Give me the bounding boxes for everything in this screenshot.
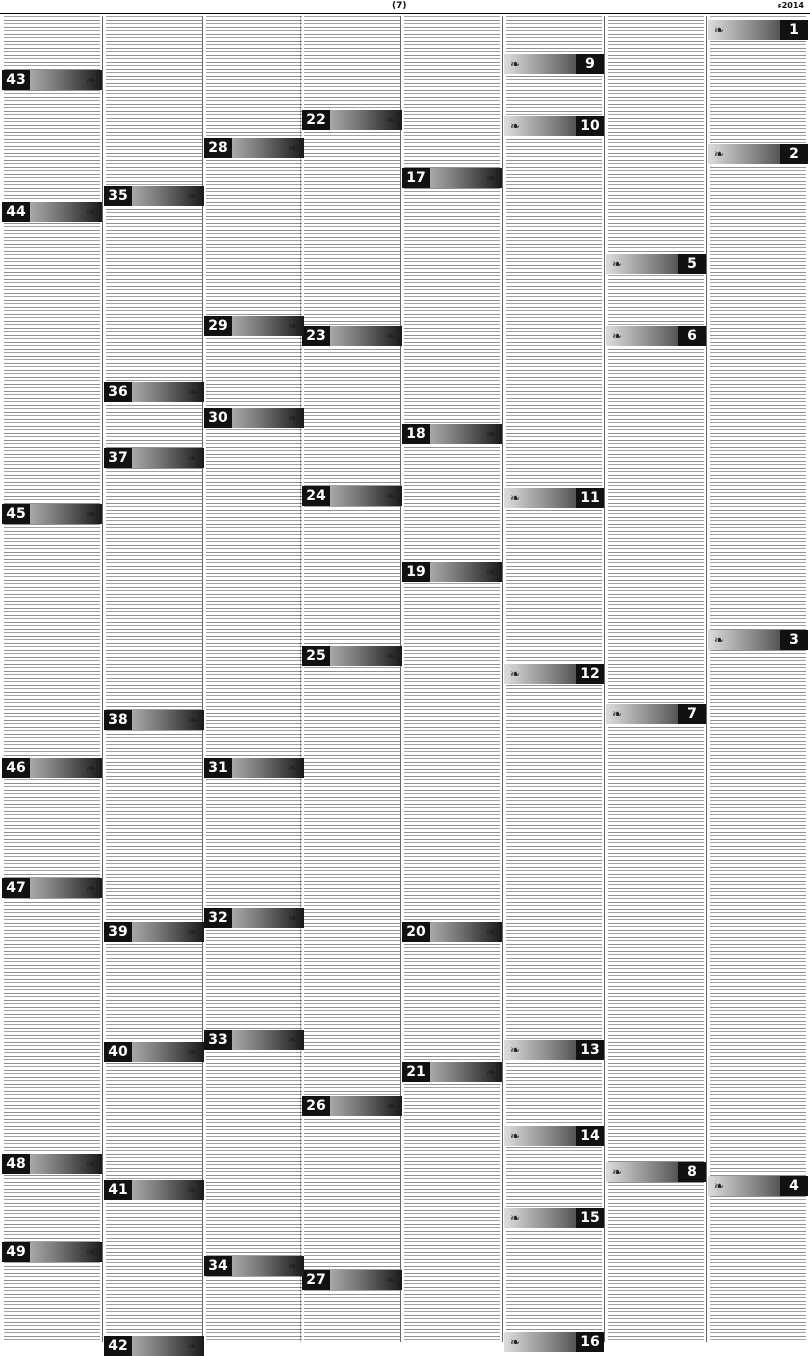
item-header-29 — [204, 316, 304, 336]
item-number: 32 — [204, 908, 232, 928]
item-header-14 — [504, 1126, 604, 1146]
item-header-40 — [104, 1042, 204, 1062]
leaf-ornament-icon: ❧ — [485, 171, 497, 185]
item-number: 24 — [302, 486, 330, 506]
item-number: 45 — [2, 504, 30, 524]
page-header — [0, 0, 810, 14]
item-header-18 — [402, 424, 502, 444]
leaf-ornament-icon: ❧ — [187, 451, 199, 465]
column-text — [106, 16, 202, 1342]
item-number: 25 — [302, 646, 330, 666]
item-header-11 — [504, 488, 604, 508]
item-header-30 — [204, 408, 304, 428]
column-2 — [606, 16, 706, 1342]
leaf-ornament-icon: ❧ — [187, 1045, 199, 1059]
item-number: 22 — [302, 110, 330, 130]
leaf-ornament-icon: ❧ — [85, 1157, 97, 1171]
leaf-ornament-icon: ❧ — [187, 385, 199, 399]
item-header-12 — [504, 664, 604, 684]
leaf-ornament-icon: ❧ — [509, 1129, 521, 1143]
column-text — [206, 16, 302, 1342]
item-number: 10 — [576, 116, 604, 136]
item-number: 7 — [678, 704, 706, 724]
item-number: 33 — [204, 1030, 232, 1050]
leaf-ornament-icon: ❧ — [509, 119, 521, 133]
item-number: 12 — [576, 664, 604, 684]
item-header-10 — [504, 116, 604, 136]
item-number: 29 — [204, 316, 232, 336]
leaf-ornament-icon: ❧ — [385, 113, 397, 127]
item-header-15 — [504, 1208, 604, 1228]
leaf-ornament-icon: ❧ — [287, 141, 299, 155]
column-rule — [502, 16, 503, 1342]
leaf-ornament-icon: ❧ — [287, 1033, 299, 1047]
item-number: 19 — [402, 562, 430, 582]
leaf-ornament-icon: ❧ — [509, 491, 521, 505]
column-rule — [706, 16, 707, 1342]
item-header-7 — [606, 704, 706, 724]
item-number: 6 — [678, 326, 706, 346]
item-number: 4 — [780, 1176, 808, 1196]
item-number: 48 — [2, 1154, 30, 1174]
leaf-ornament-icon: ❧ — [713, 147, 725, 161]
item-header-41 — [104, 1180, 204, 1200]
leaf-ornament-icon: ❧ — [485, 1065, 497, 1079]
leaf-ornament-icon: ❧ — [713, 633, 725, 647]
item-header-6 — [606, 326, 706, 346]
leaf-ornament-icon: ❧ — [509, 1043, 521, 1057]
item-number: 47 — [2, 878, 30, 898]
leaf-ornament-icon: ❧ — [611, 329, 623, 343]
item-number: 40 — [104, 1042, 132, 1062]
item-header-16 — [504, 1332, 604, 1352]
leaf-ornament-icon: ❧ — [385, 489, 397, 503]
item-header-46 — [2, 758, 102, 778]
item-number: 35 — [104, 186, 132, 206]
item-header-3 — [708, 630, 808, 650]
item-header-42 — [104, 1336, 204, 1356]
item-header-17 — [402, 168, 502, 188]
item-header-1 — [708, 20, 808, 40]
leaf-ornament-icon: ❧ — [385, 329, 397, 343]
item-header-33 — [204, 1030, 304, 1050]
leaf-ornament-icon: ❧ — [385, 1273, 397, 1287]
item-header-27 — [302, 1270, 402, 1290]
item-header-28 — [204, 138, 304, 158]
column-text — [304, 16, 400, 1342]
leaf-ornament-icon: ❧ — [85, 73, 97, 87]
item-number: 11 — [576, 488, 604, 508]
item-number: 38 — [104, 710, 132, 730]
item-header-5 — [606, 254, 706, 274]
item-header-44 — [2, 202, 102, 222]
item-number: 31 — [204, 758, 232, 778]
item-header-26 — [302, 1096, 402, 1116]
page-number: (7) — [392, 1, 407, 11]
leaf-ornament-icon: ❧ — [611, 707, 623, 721]
leaf-ornament-icon: ❧ — [611, 1165, 623, 1179]
column-text — [710, 16, 806, 1342]
leaf-ornament-icon: ❧ — [509, 1335, 521, 1349]
item-number: 41 — [104, 1180, 132, 1200]
date-line: 2014ء — [777, 1, 804, 10]
item-header-37 — [104, 448, 204, 468]
item-number: 13 — [576, 1040, 604, 1060]
leaf-ornament-icon: ❧ — [187, 1183, 199, 1197]
item-number: 27 — [302, 1270, 330, 1290]
leaf-ornament-icon: ❧ — [287, 319, 299, 333]
item-header-19 — [402, 562, 502, 582]
column-rule — [604, 16, 605, 1342]
item-header-38 — [104, 710, 204, 730]
leaf-ornament-icon: ❧ — [187, 189, 199, 203]
item-header-23 — [302, 326, 402, 346]
item-header-13 — [504, 1040, 604, 1060]
item-number: 2 — [780, 144, 808, 164]
item-header-36 — [104, 382, 204, 402]
item-number: 46 — [2, 758, 30, 778]
leaf-ornament-icon: ❧ — [187, 713, 199, 727]
column-text — [404, 16, 500, 1342]
leaf-ornament-icon: ❧ — [385, 649, 397, 663]
item-header-2 — [708, 144, 808, 164]
item-number: 15 — [576, 1208, 604, 1228]
item-number: 42 — [104, 1336, 132, 1356]
item-number: 1 — [780, 20, 808, 40]
item-header-49 — [2, 1242, 102, 1262]
leaf-ornament-icon: ❧ — [611, 257, 623, 271]
leaf-ornament-icon: ❧ — [485, 565, 497, 579]
item-number: 30 — [204, 408, 232, 428]
item-number: 9 — [576, 54, 604, 74]
leaf-ornament-icon: ❧ — [287, 411, 299, 425]
item-header-48 — [2, 1154, 102, 1174]
item-number: 34 — [204, 1256, 232, 1276]
leaf-ornament-icon: ❧ — [287, 761, 299, 775]
item-number: 18 — [402, 424, 430, 444]
leaf-ornament-icon: ❧ — [509, 1211, 521, 1225]
leaf-ornament-icon: ❧ — [485, 427, 497, 441]
leaf-ornament-icon: ❧ — [509, 667, 521, 681]
item-number: 5 — [678, 254, 706, 274]
column-text — [608, 16, 704, 1342]
item-header-43 — [2, 70, 102, 90]
item-number: 43 — [2, 70, 30, 90]
column-5 — [302, 16, 402, 1342]
item-number: 17 — [402, 168, 430, 188]
leaf-ornament-icon: ❧ — [509, 57, 521, 71]
leaf-ornament-icon: ❧ — [85, 205, 97, 219]
item-number: 16 — [576, 1332, 604, 1352]
item-header-22 — [302, 110, 402, 130]
item-header-31 — [204, 758, 304, 778]
item-number: 20 — [402, 922, 430, 942]
item-header-25 — [302, 646, 402, 666]
column-1 — [708, 16, 808, 1342]
leaf-ornament-icon: ❧ — [287, 1259, 299, 1273]
item-number: 21 — [402, 1062, 430, 1082]
item-header-35 — [104, 186, 204, 206]
item-number: 36 — [104, 382, 132, 402]
item-number: 37 — [104, 448, 132, 468]
item-number: 8 — [678, 1162, 706, 1182]
item-number: 26 — [302, 1096, 330, 1116]
item-header-4 — [708, 1176, 808, 1196]
item-header-20 — [402, 922, 502, 942]
column-6 — [204, 16, 304, 1342]
item-number: 28 — [204, 138, 232, 158]
leaf-ornament-icon: ❧ — [85, 761, 97, 775]
item-number: 14 — [576, 1126, 604, 1146]
leaf-ornament-icon: ❧ — [85, 881, 97, 895]
item-header-34 — [204, 1256, 304, 1276]
leaf-ornament-icon: ❧ — [713, 23, 725, 37]
leaf-ornament-icon: ❧ — [187, 1339, 199, 1353]
leaf-ornament-icon: ❧ — [187, 925, 199, 939]
leaf-ornament-icon: ❧ — [713, 1179, 725, 1193]
leaf-ornament-icon: ❧ — [85, 507, 97, 521]
column-rule — [102, 16, 103, 1342]
column-4 — [402, 16, 502, 1342]
leaf-ornament-icon: ❧ — [485, 925, 497, 939]
item-number: 39 — [104, 922, 132, 942]
item-number: 23 — [302, 326, 330, 346]
column-7 — [104, 16, 204, 1342]
item-number: 49 — [2, 1242, 30, 1262]
item-number: 44 — [2, 202, 30, 222]
item-header-24 — [302, 486, 402, 506]
item-header-21 — [402, 1062, 502, 1082]
item-header-45 — [2, 504, 102, 524]
leaf-ornament-icon: ❧ — [385, 1099, 397, 1113]
item-header-47 — [2, 878, 102, 898]
item-header-32 — [204, 908, 304, 928]
item-header-39 — [104, 922, 204, 942]
item-header-8 — [606, 1162, 706, 1182]
leaf-ornament-icon: ❧ — [85, 1245, 97, 1259]
leaf-ornament-icon: ❧ — [287, 911, 299, 925]
item-number: 3 — [780, 630, 808, 650]
item-header-9 — [504, 54, 604, 74]
